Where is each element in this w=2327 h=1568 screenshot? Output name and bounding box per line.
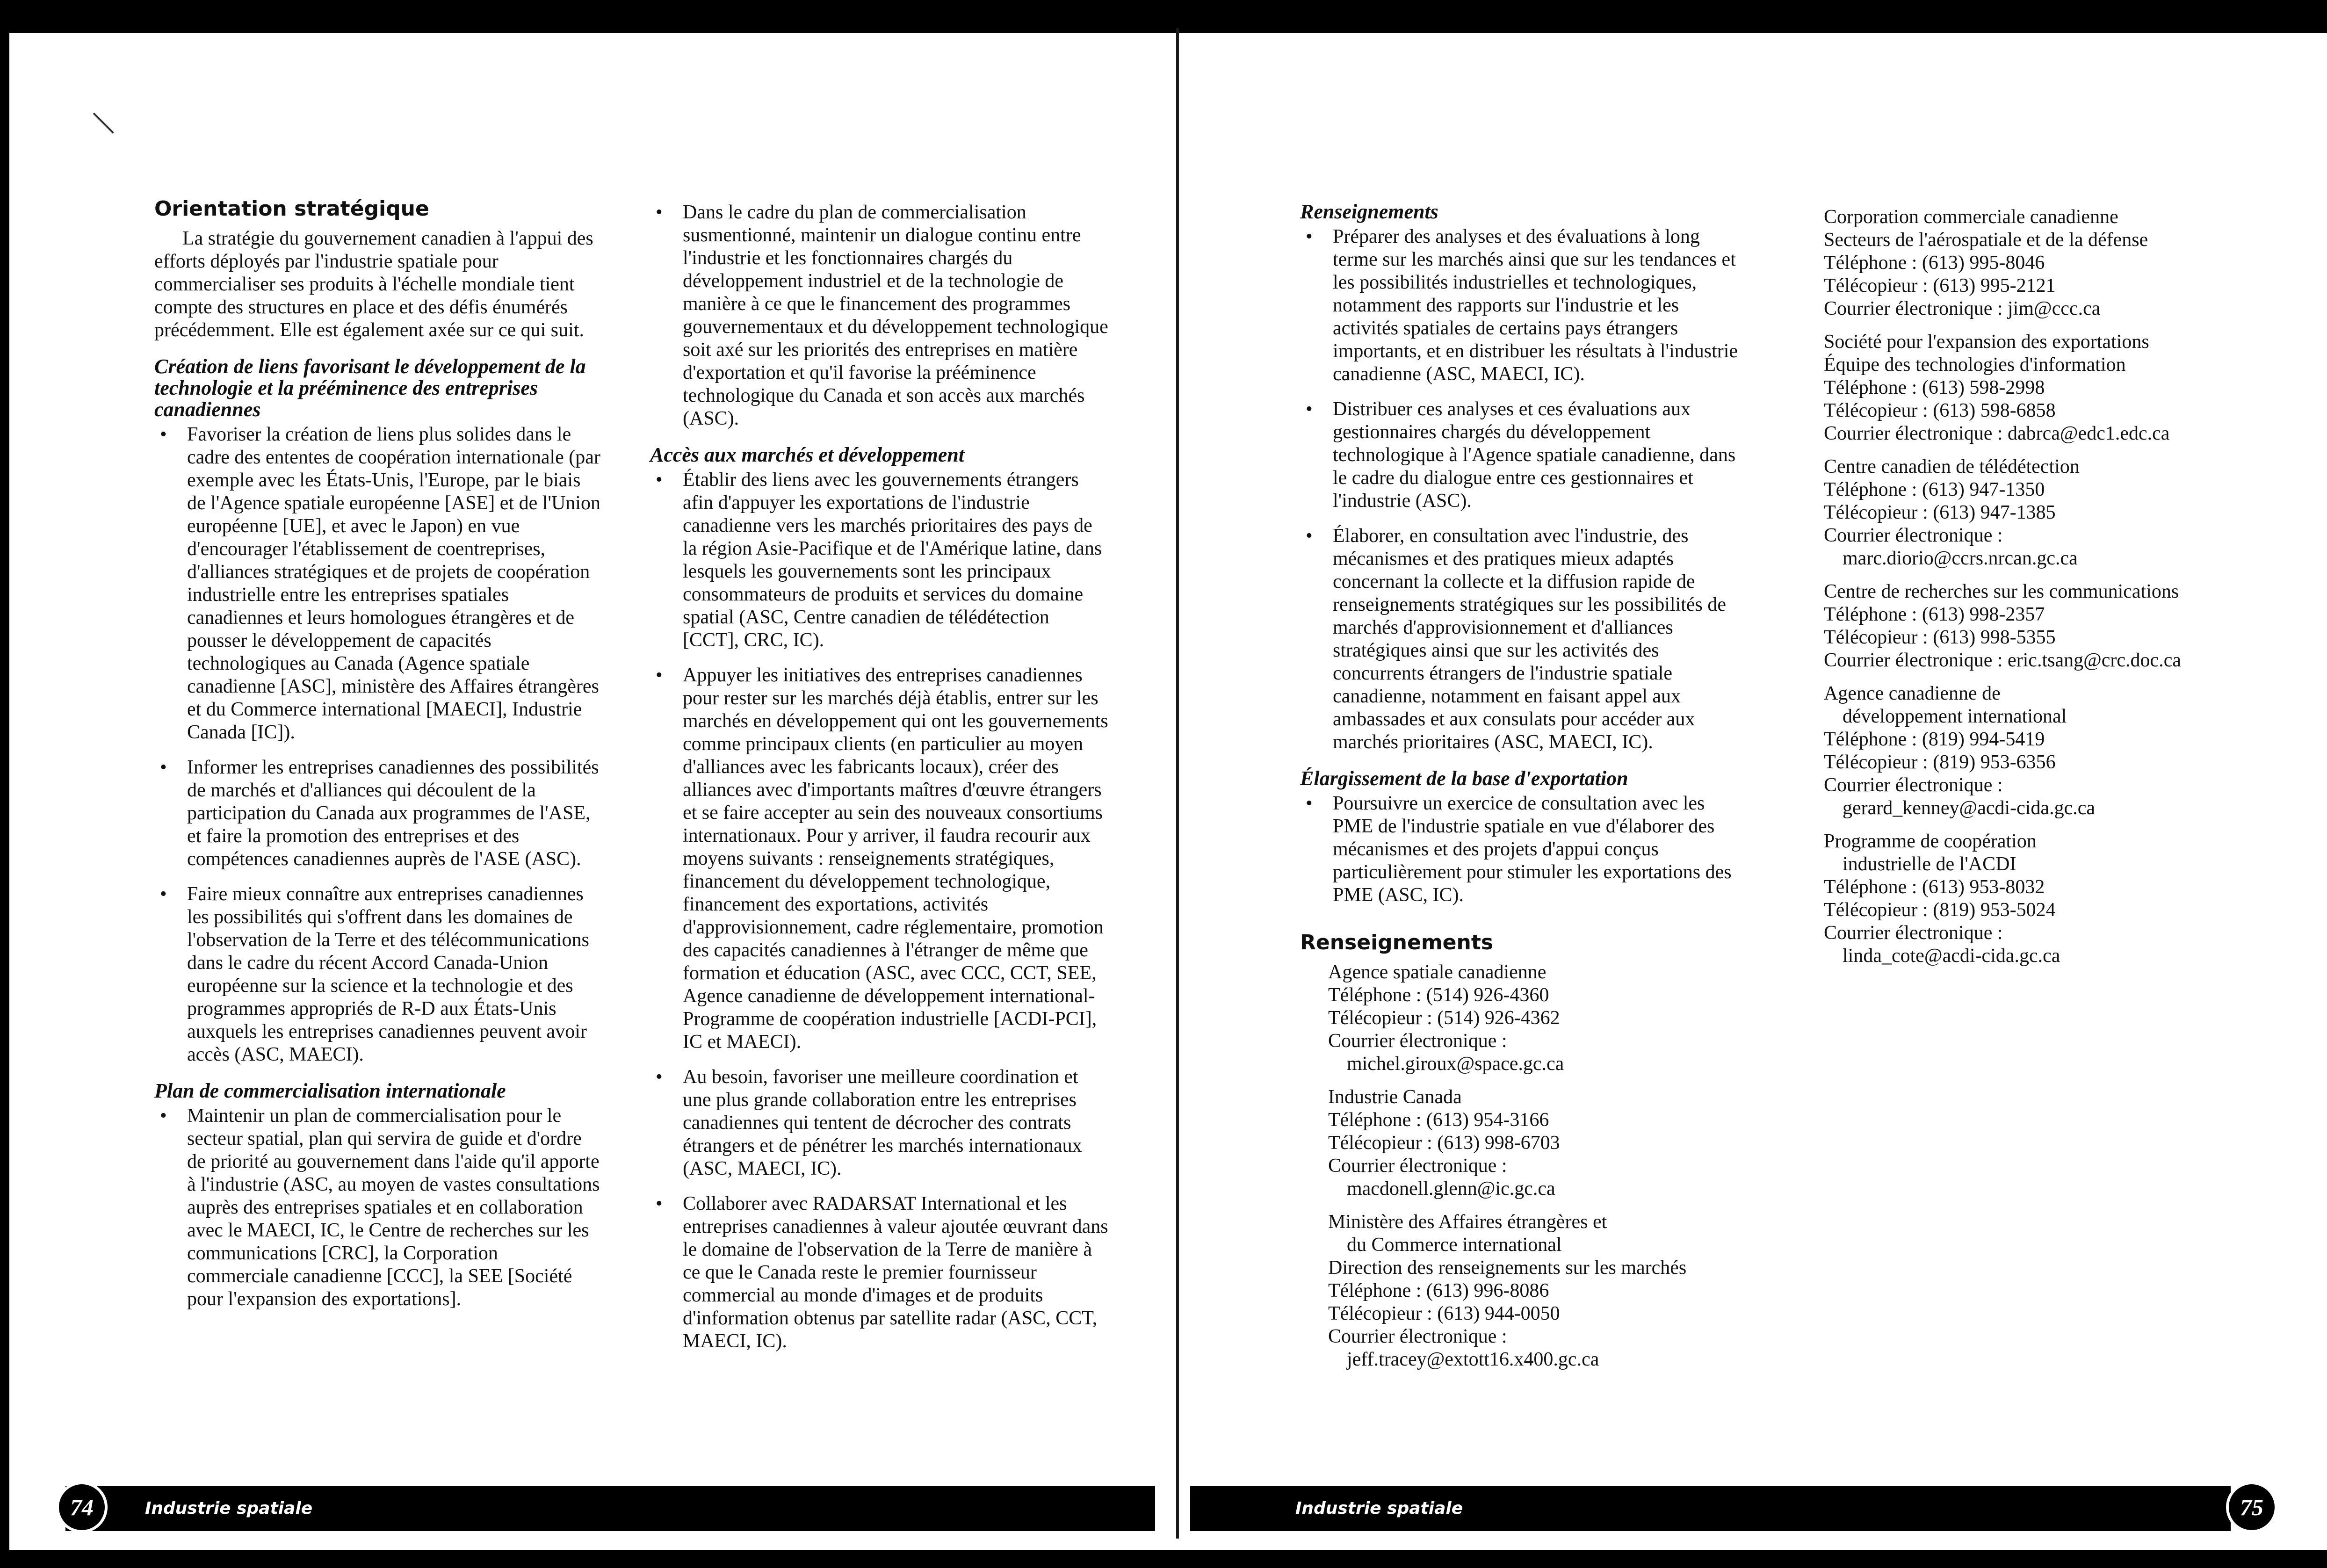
contact-cct xyxy=(1824,455,2254,570)
list-item: • Informer les entreprises canadiennes des possibilités de marchés et d'alliances qui découlent de la participation du Canada aux programmes de l'ASE, et faire la promotion des entreprises et des compétences canadiennes auprès de l'ASE (ASC). xyxy=(154,756,603,871)
contact-line: développement international xyxy=(1843,706,2067,727)
list-item: • Au besoin, favoriser une meilleure coordination et une plus grande collaboration entre les entreprises canadiennes qui tentent de décrocher des contrats étrangers et de pénétrer les marchés internationaux (ASC, MAECI, IC). xyxy=(650,1066,1108,1180)
contact-line: Téléphone : (613) 953-8032 xyxy=(1824,876,2045,898)
contact-line: Centre canadien de télédétection xyxy=(1824,456,2080,477)
contact-line: Industrie Canada xyxy=(1328,1086,1462,1108)
left-page-column-2 xyxy=(650,201,1108,1365)
contact-email: linda_cote@acdi-cida.gc.ca xyxy=(1843,945,2060,967)
heading-acces-marches: Accès aux marchés et développement xyxy=(650,443,965,466)
heading-creation-liens: Création de liens favorisant le développement de la technologie et la prééminence des entreprises canadiennes xyxy=(154,355,586,421)
elargissement-list xyxy=(1300,792,1749,907)
plan-list xyxy=(154,1105,603,1311)
heading-plan-commercialisation: Plan de commercialisation internationale xyxy=(154,1079,506,1102)
contact-acdi-pci xyxy=(1824,830,2254,968)
contact-crc xyxy=(1824,580,2254,672)
contact-acdi xyxy=(1824,682,2254,820)
contact-line: Courrier électronique : xyxy=(1824,525,2003,546)
contact-line: Corporation commerciale canadienne xyxy=(1824,206,2118,228)
acces-list xyxy=(650,469,1108,1353)
right-page-column-1 xyxy=(1300,201,1749,1381)
contact-line: Télécopieur : (613) 944-0050 xyxy=(1328,1303,1560,1324)
contact-line: Télécopieur : (613) 998-5355 xyxy=(1824,627,2056,648)
contact-line: Téléphone : (613) 996-8086 xyxy=(1328,1280,1549,1301)
list-item: • Établir des liens avec les gouvernements étrangers afin d'appuyer les exportations de l'industrie canadienne vers les marchés prioritaires des pays de la région Asie-Pacifique et de l'Amérique latine, dans lesquels les gouvernements sont les principaux consommateurs de produits et services du domaine spatial (ASC, Centre canadien de télédétection [CCT], CRC, IC). xyxy=(650,469,1108,652)
contact-line: Téléphone : (514) 926-4360 xyxy=(1328,984,1549,1006)
list-item: • Collaborer avec RADARSAT International et les entreprises canadiennes à valeur ajoutée œuvrant dans le domaine de l'observation de la Terre de manière à ce que le Canada reste le premier fournisseur commercial au monde d'images et de produits d'information obtenus par satellite radar (ASC, CCT, MAECI, IC). xyxy=(650,1192,1108,1353)
contact-email: jeff.tracey@extott16.x400.gc.ca xyxy=(1347,1349,1599,1370)
contacts-list-a xyxy=(1300,961,1749,1371)
contact-email: gerard_kenney@acdi-cida.gc.ca xyxy=(1843,797,2096,819)
contact-line: Équipe des technologies d'information xyxy=(1824,354,2126,376)
contact-email: marc.diorio@ccrs.nrcan.gc.ca xyxy=(1843,548,2078,569)
scan-bottom-edge xyxy=(0,1550,2327,1568)
renseignements-list xyxy=(1300,225,1749,754)
creation-list xyxy=(154,423,603,1066)
contact-line: Ministère des Affaires étrangères et xyxy=(1328,1211,1607,1233)
contact-line: Télécopieur : (613) 598-6858 xyxy=(1824,400,2056,421)
contact-email: macdonell.glenn@ic.gc.ca xyxy=(1347,1178,1555,1199)
contact-line: Programme de coopération xyxy=(1824,831,2037,852)
contact-line: Direction des renseignements sur les marchés xyxy=(1328,1257,1687,1279)
contact-line: Télécopieur : (819) 953-5024 xyxy=(1824,899,2056,921)
heading-renseignements-italic: Renseignements xyxy=(1300,200,1438,223)
contact-line: Téléphone : (613) 598-2998 xyxy=(1824,377,2045,398)
contact-line: Téléphone : (819) 994-5419 xyxy=(1824,729,2045,750)
contact-line: Courrier électronique : xyxy=(1824,922,2003,944)
heading-elargissement: Élargissement de la base d'exportation xyxy=(1300,767,1628,790)
scan-mark xyxy=(93,113,114,134)
contact-line: Télécopieur : (613) 998-6703 xyxy=(1328,1132,1560,1154)
intro-paragraph: La stratégie du gouvernement canadien à l'appui des efforts déployés par l'industrie spatiale pour commercialiser ses produits à l'échelle mondiale tient compte des structures en place et des défis énumérés précédemment. Elle est également axée sur ce qui suit. xyxy=(154,228,593,341)
contact-line: Télécopieur : (514) 926-4362 xyxy=(1328,1007,1560,1029)
scan-left-edge xyxy=(0,0,9,1568)
plan-list-continued xyxy=(650,201,1108,430)
left-page-column-1 xyxy=(154,196,603,1323)
contact-line: Courrier électronique : xyxy=(1328,1155,1507,1177)
contact-asc xyxy=(1328,961,1749,1076)
contact-line: Courrier électronique : xyxy=(1328,1030,1507,1052)
list-item: • Élaborer, en consultation avec l'industrie, des mécanismes et des pratiques mieux adaptés concernant la collecte et la diffusion rapide de renseignements stratégiques sur les possibilités de marchés d'approvisionnement et d'alliances stratégiques ainsi que sur les activités des concurrents étrangers de l'industrie spatiale canadienne, notamment en faisant appel aux ambassades et aux consulats pour accéder aux marchés prioritaires (ASC, MAECI, IC). xyxy=(1300,525,1749,754)
page-number-left: 74 xyxy=(56,1481,108,1533)
contact-line: Téléphone : (613) 995-8046 xyxy=(1824,252,2045,274)
footer-left: Industrie spatiale xyxy=(65,1486,1155,1531)
contact-line: Courrier électronique : dabrca@edc1.edc.ca xyxy=(1824,423,2170,444)
page-gutter xyxy=(1176,28,1179,1539)
contact-line: Secteurs de l'aérospatiale et de la défense xyxy=(1824,229,2148,251)
contact-line: Courrier électronique : eric.tsang@crc.doc.ca xyxy=(1824,650,2181,671)
list-item: • Maintenir un plan de commercialisation pour le secteur spatial, plan qui servira de guide et d'ordre de priorité au gouvernement dans l'aide qu'il apporte à l'industrie (ASC, au moyen de vastes consultations auprès des entreprises spatiales et en collaboration avec le MAECI, IC, le Centre de recherches sur les communications [CRC], la Corporation commerciale canadienne [CCC], la SEE [Société pour l'expansion des exportations]. xyxy=(154,1105,603,1311)
list-item: • Favoriser la création de liens plus solides dans le cadre des ententes de coopération internationale (par exemple avec les États-Unis, l'Europe, par le biais de l'Agence spatiale européenne [ASE] et de l'Union européenne [UE], et avec le Japon) en vue d'encourager l'établissement de coentreprises, d'alliances stratégiques et de projets de coopération industrielle entre les entreprises spatiales canadiennes et leurs homologues étrangères et de pousser le développement de capacités technologiques au Canada (Agence spatiale canadienne [ASC], ministère des Affaires étrangères et du Commerce international [MAECI], Industrie Canada [IC]). xyxy=(154,423,603,744)
contact-email: michel.giroux@space.gc.ca xyxy=(1347,1053,1564,1075)
footer-right: Industrie spatiale xyxy=(1190,1486,2231,1531)
contact-ccc xyxy=(1824,206,2254,320)
contact-line: Agence canadienne de xyxy=(1824,683,2001,704)
contact-see xyxy=(1824,331,2254,445)
list-item: • Préparer des analyses et des évaluations à long terme sur les marchés ainsi que sur les tendances et les possibilités industrielles et technologiques, notamment des rapports sur l'industrie et les activités spatiales de certains pays étrangers importants, et en distribuer les résultats à l'industrie canadienne (ASC, MAECI, IC). xyxy=(1300,225,1749,386)
contact-line: Téléphone : (613) 954-3166 xyxy=(1328,1109,1549,1131)
contact-line: Agence spatiale canadienne xyxy=(1328,961,1547,983)
contact-line: Centre de recherches sur les communications xyxy=(1824,581,2179,602)
contact-line: Courrier électronique : jim@ccc.ca xyxy=(1824,298,2101,319)
list-item: • Dans le cadre du plan de commercialisation susmentionné, maintenir un dialogue continu entre l'industrie et les fonctionnaires chargés du développement industriel et de la technologie de manière à ce que le financement des programmes gouvernementaux et du développement technologique soit axé sur les priorités des entreprises en matière d'exportation et qu'il favorise la prééminence technologique du Canada et son accès aux marchés (ASC). xyxy=(650,201,1108,430)
list-item: • Distribuer ces analyses et ces évaluations aux gestionnaires chargés du développement technologique à l'Agence spatiale canadienne, dans le cadre du dialogue entre ces gestionnaires et l'industrie (ASC). xyxy=(1300,398,1749,513)
contact-line: industrielle de l'ACDI xyxy=(1843,853,2016,875)
contact-line: Télécopieur : (819) 953-6356 xyxy=(1824,751,2056,773)
contact-ic xyxy=(1328,1086,1749,1200)
page-number-right: 75 xyxy=(2226,1481,2277,1533)
contact-line: du Commerce international xyxy=(1347,1234,1562,1256)
right-page-column-2 xyxy=(1824,206,2254,978)
scan-top-edge xyxy=(0,0,2327,33)
contact-line: Télécopieur : (613) 947-1385 xyxy=(1824,502,2056,523)
contact-line: Téléphone : (613) 998-2357 xyxy=(1824,604,2045,625)
contact-line: Société pour l'expansion des exportations xyxy=(1824,331,2149,353)
contact-line: Courrier électronique : xyxy=(1328,1326,1507,1347)
list-item: • Faire mieux connaître aux entreprises canadiennes les possibilités qui s'offrent dans les domaines de l'observation de la Terre et des télécommunications dans le cadre du récent Accord Canada-Union européenne sur la science et la technologie et des programmes appropriés de R-D aux États-Unis auxquels les entreprises canadiennes peuvent avoir accès (ASC, MAECI). xyxy=(154,883,603,1066)
heading-renseignements: Renseignements xyxy=(1300,931,1494,954)
contact-line: Télécopieur : (613) 995-2121 xyxy=(1824,275,2056,296)
heading-orientation: Orientation stratégique xyxy=(154,197,429,221)
contact-line: Téléphone : (613) 947-1350 xyxy=(1824,479,2045,500)
contact-maeci xyxy=(1328,1211,1749,1371)
list-item: • Appuyer les initiatives des entreprises canadiennes pour rester sur les marchés déjà établis, entrer sur les marchés en développement qui ont les gouvernements comme principaux clients (en particulier au moyen d'alliances avec les fabricants locaux), créer des alliances avec d'importants maîtres d'œuvre étrangers et se faire accepter au sein des nouveaux consortiums internationaux. Pour y arriver, il faudra recourir aux moyens suivants : renseignements stratégiques, financement du développement technologique, financement des exportations, activités d'approvisionnement, cadre réglementaire, promotion des capacités canadiennes à l'étranger de même que formation et éducation (ASC, avec CCC, CCT, SEE, Agence canadienne de développement international-Programme de coopération industrielle [ACDI-PCI], IC et MAECI). xyxy=(650,664,1108,1054)
contact-line: Courrier électronique : xyxy=(1824,774,2003,796)
list-item: • Poursuivre un exercice de consultation avec les PME de l'industrie spatiale en vue d'élaborer des mécanismes et des projets d'appui conçus particulièrement pour stimuler les exportations des PME (ASC, IC). xyxy=(1300,792,1749,907)
